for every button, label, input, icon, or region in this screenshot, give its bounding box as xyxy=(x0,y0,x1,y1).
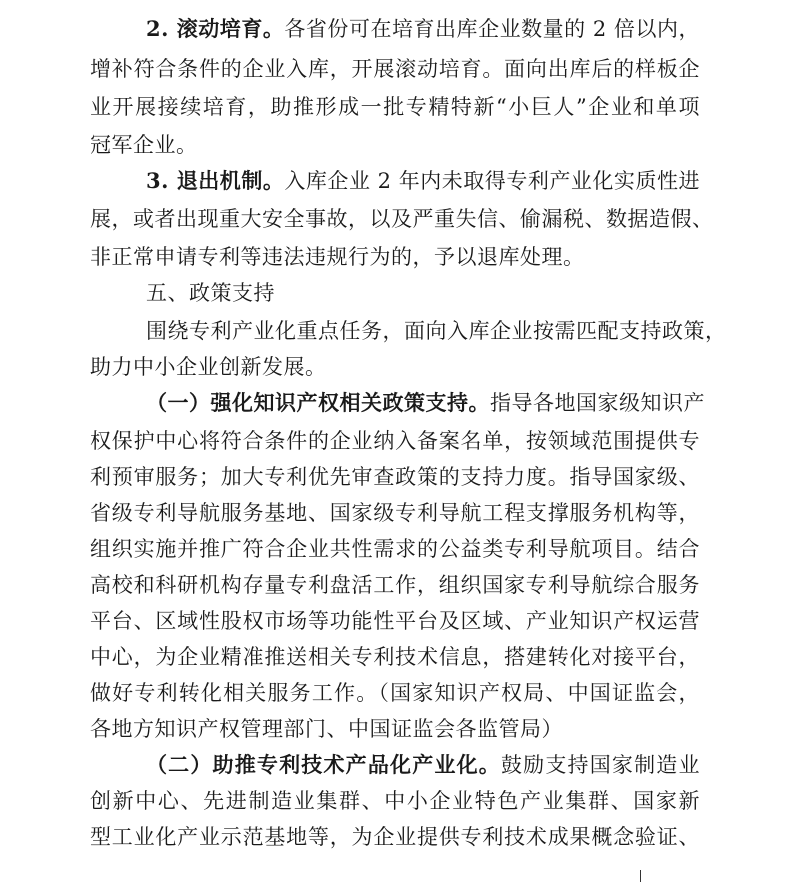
paragraph-ip-policy-line-9: 做好专利转化相关服务工作。（国家知识产权局、中国证监会， xyxy=(90,681,700,705)
paragraph-rolling-cultivation-line-4: 冠军企业。 xyxy=(90,133,198,157)
paragraph-ip-policy-line-2: 权保护中心将符合条件的企业纳入备案名单，按领域范围提供专 xyxy=(90,429,700,453)
page-edge-mark xyxy=(640,870,647,882)
paragraph-text: 鼓励支持国家制造业 xyxy=(501,753,700,777)
paragraph-rolling-cultivation-line-2: 增补符合条件的企业入库，开展滚动培育。面向出库后的样板企 xyxy=(90,57,700,81)
paragraph-exit-mechanism-line-1 xyxy=(146,164,700,198)
paragraph-productization-line-3: 型工业化产业示范基地等，为企业提供专利技术成果概念验证、 xyxy=(90,825,700,849)
paragraph-exit-mechanism-line-3: 非正常申请专利等违法违规行为的，予以退库处理。 xyxy=(90,245,585,269)
heading-ip-policy-support: （一）强化知识产权相关政策支持。 xyxy=(146,390,490,415)
heading-exit-mechanism: 3. 退出机制。 xyxy=(146,168,285,193)
paragraph-ip-policy-line-4: 省级专利导航服务基地、国家级专利导航工程支撑服务机构等， xyxy=(90,501,700,525)
paragraph-text: 指导各地国家级知识产 xyxy=(490,391,705,415)
paragraph-ip-policy-line-8: 中心，为企业精准推送相关专利技术信息，搭建转化对接平台， xyxy=(90,645,700,669)
section-title-policy-support: 五、政策支持 xyxy=(146,281,275,305)
paragraph-productization-line-1 xyxy=(146,748,700,782)
paragraph-rolling-cultivation-line-1 xyxy=(146,12,700,46)
paragraph-intro-line-2: 助力中小企业创新发展。 xyxy=(90,355,327,379)
heading-productization: （二）助推专利技术产品化产业化。 xyxy=(146,752,501,777)
paragraph-productization-line-2: 创新中心、先进制造业集群、中小企业特色产业集群、国家新 xyxy=(90,789,700,813)
paragraph-exit-mechanism-line-2: 展，或者出现重大安全事故，以及严重失信、偷漏税、数据造假、 xyxy=(90,207,714,231)
paragraph-rolling-cultivation-line-3: 业开展接续培育，助推形成一批专精特新“小巨人”企业和单项 xyxy=(90,95,700,119)
paragraph-text: 入库企业 2 年内未取得专利产业化实质性进 xyxy=(284,169,701,193)
paragraph-ip-policy-line-5: 组织实施并推广符合企业共性需求的公益类专利导航项目。结合 xyxy=(90,537,700,561)
paragraph-ip-policy-line-3: 利预审服务；加大专利优先审查政策的支持力度。指导国家级、 xyxy=(90,465,700,489)
paragraph-ip-policy-line-7: 平台、区域性股权市场等功能性平台及区域、产业知识产权运营 xyxy=(90,609,700,633)
heading-rolling-cultivation: 2. 滚动培育。 xyxy=(146,16,285,41)
paragraph-intro-line-1: 围绕专利产业化重点任务，面向入库企业按需匹配支持政策， xyxy=(146,319,727,343)
paragraph-ip-policy-line-1 xyxy=(146,386,705,420)
paragraph-text: 各省份可在培育出库企业数量的 2 倍以内， xyxy=(284,17,701,41)
paragraph-ip-policy-line-6: 高校和科研机构存量专利盘活工作，组织国家专利导航综合服务 xyxy=(90,573,700,597)
paragraph-ip-policy-line-10: 各地方知识产权管理部门、中国证监会各监管局） xyxy=(90,717,563,741)
